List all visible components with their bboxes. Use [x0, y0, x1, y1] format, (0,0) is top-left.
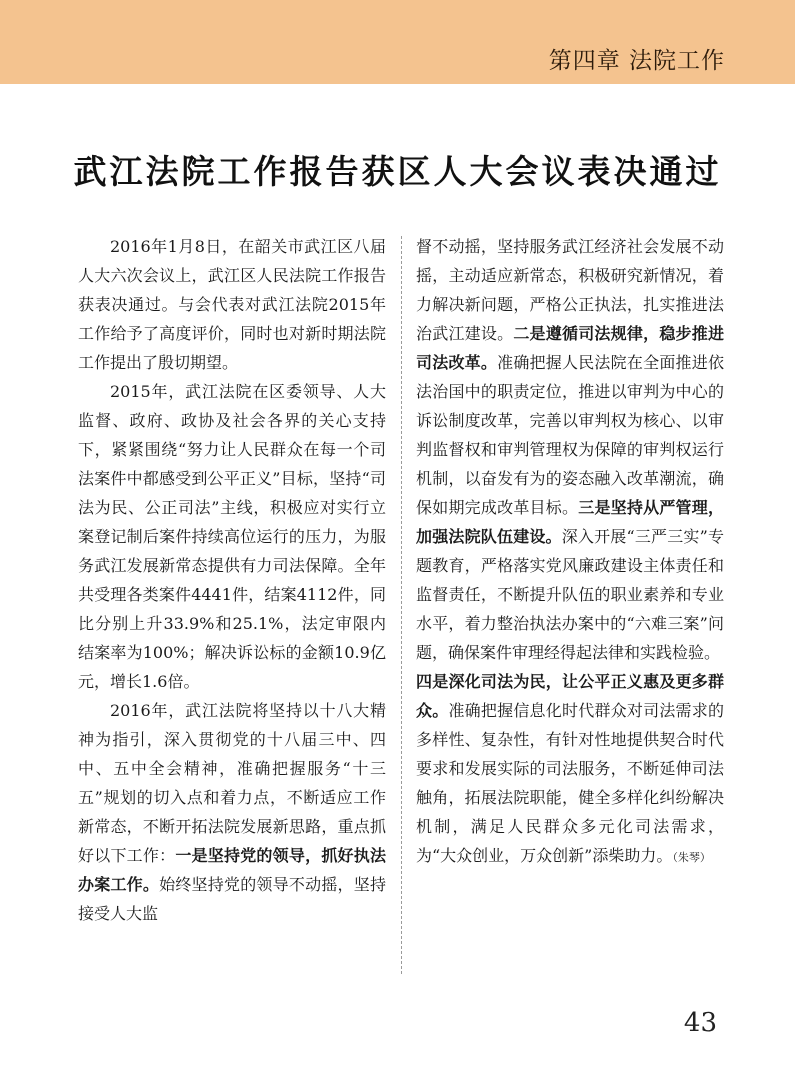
bold-heading: 三是坚持从严管理，加强法院队伍建设。 [416, 498, 724, 546]
bold-heading: 二是遵循司法规律，稳步推进司法改革。 [416, 324, 724, 372]
bold-heading: 四是深化司法为民，让公平正义惠及更多群众。 [416, 672, 724, 720]
paragraph-text: 始终坚持党的领导不动摇，坚持接受人大监 [78, 875, 386, 923]
chapter-header-band [0, 0, 795, 84]
paragraph-text: 2016年，武江法院将坚持以十八大精神为指引，深入贯彻党的十八届三中、四中、五中全会精神，准确把握服务“十三五”规划的切入点和着力点，不断适应工作新常态，不断开拓法院发展新思路，重点抓好以下工作： [78, 701, 386, 865]
paragraph-text: 深入开展“三严三实”专题教育，严格落实党风廉政建设主体责任和监督责任，不断提升队伍的职业素养和专业水平，着力整治执法办案中的“六难三案”问题，确保案件审理经得起法律和实践检验。 [416, 527, 724, 662]
page-number: 43 [683, 1008, 717, 1038]
paragraph-text: 2016年1月8日，在韶关市武江区八届人大六次会议上，武江区人民法院工作报告获表决通过。与会代表对武江法院2015年工作给予了高度评价，同时也对新时期法院工作提出了殷切期望。 [78, 237, 386, 372]
paragraph [416, 232, 724, 667]
paragraph-text: 督不动摇，坚持服务武江经济社会发展不动摇，主动适应新常态，积极研究新情况，着力解决新问题，严格公正执法，扎实推进法治武江建设。 [416, 237, 724, 343]
paragraph [78, 696, 386, 928]
author-signature: （朱琴） [672, 851, 711, 864]
paragraph-text: 2015年，武江法院在区委领导、人大监督、政府、政协及社会各界的关心支持下，紧紧围绕“努力让人民群众在每一个司法案件中都感受到公平正义”目标，坚持“司法为民、公正司法”主线，积极应对实行立案登记制后案件持续高位运行的压力，为服务武江发展新常态提供有力司法保障。全年共受理各类案件4441件，结案4112件，同比分别上升33.9%和25.1%，法定审限内结案率为100%；解决诉讼标的金额10.9亿元，增长1.6倍。 [78, 382, 386, 691]
column-divider [401, 236, 402, 974]
paragraph [416, 667, 724, 872]
article-title: 武江法院工作报告获区人大会议表决通过 [73, 152, 722, 191]
chapter-label: 第四章 法院工作 [548, 48, 725, 74]
bold-heading: 一是坚持党的领导，抓好执法办案工作。 [78, 846, 386, 894]
left-column [78, 232, 386, 928]
paragraph [78, 377, 386, 696]
paragraph-text: 准确把握信息化时代群众对司法需求的多样性、复杂性，有针对性地提供契合时代要求和发展实际的司法服务，不断延伸司法触角，拓展法院职能，健全多样化纠纷解决机制，满足人民群众多元化司法需求，为“大众创业，万众创新”添柴助力。 [416, 701, 724, 865]
paragraph-text: 准确把握人民法院在全面推进依法治国中的职责定位，推进以审判为中心的诉讼制度改革，完善以审判权为核心、以审判监督权和审判管理权为保障的审判权运行机制，以奋发有为的姿态融入改革潮流，确保如期完成改革目标。 [416, 353, 724, 517]
right-column [416, 232, 724, 872]
paragraph [78, 232, 386, 377]
